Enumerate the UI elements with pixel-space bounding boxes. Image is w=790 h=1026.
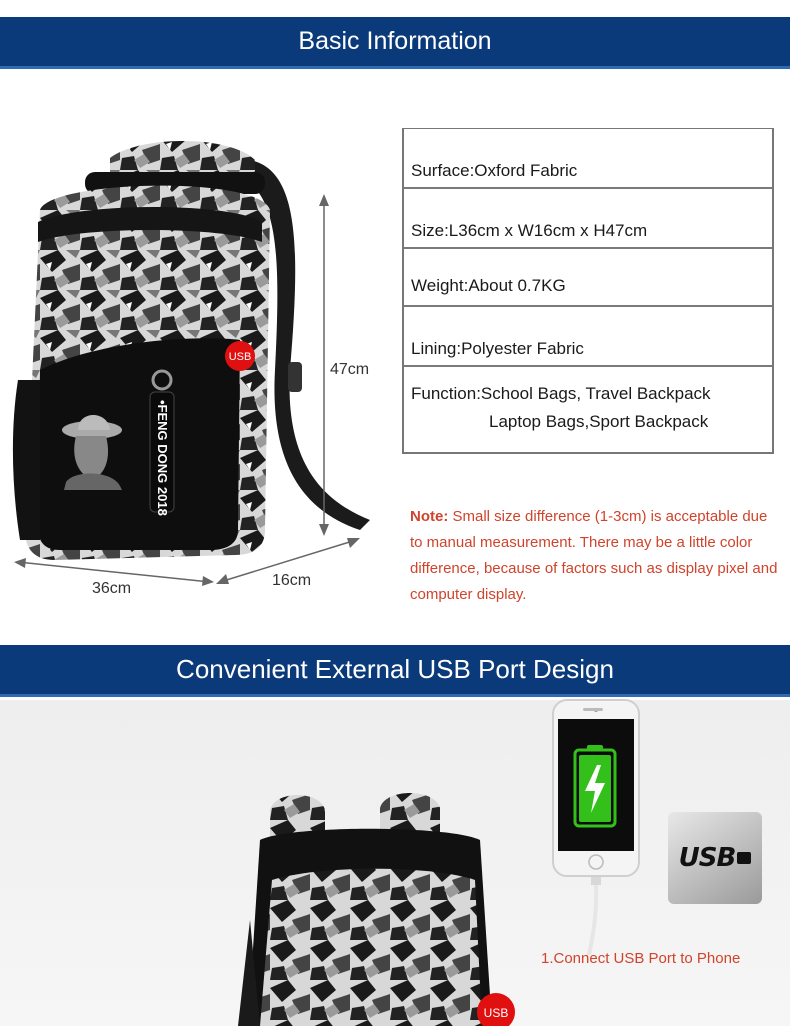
basic-info-banner <box>0 17 790 69</box>
spec-row-size <box>404 189 772 249</box>
width-dimension: 16cm <box>272 572 312 589</box>
spec-row-weight <box>404 249 772 307</box>
spec-weight: Weight:About 0.7KG <box>411 276 566 295</box>
note-text: Small size difference (1-3cm) is acceptable due to manual measurement. There may be a little color difference, because of factors such as display pixel and computer display. <box>410 508 778 603</box>
length-dimension: 36cm <box>92 580 132 597</box>
usb-logo-text: USB <box>678 843 736 873</box>
lower-usb-badge-text: USB <box>483 1006 509 1020</box>
usb-logo <box>668 812 762 904</box>
spec-row-function <box>404 367 772 453</box>
note-prefix: Note: <box>410 508 449 525</box>
spec-row-surface <box>404 129 772 189</box>
phone-charging-illustration <box>545 695 655 955</box>
usb-badge-text: USB <box>228 351 252 363</box>
spec-surface: Surface:Oxford Fabric <box>411 161 578 180</box>
brand-tag-text: •FENG DONG 2018 <box>155 400 170 516</box>
spec-size: Size:L36cm x W16cm x H47cm <box>411 221 648 240</box>
basic-info-title: Basic Information <box>298 27 492 55</box>
usb-caption: 1.Connect USB Port to Phone <box>541 950 741 967</box>
height-dimension: 47cm <box>330 361 370 378</box>
spec-lining: Lining:Polyester Fabric <box>411 339 584 358</box>
usb-banner <box>0 645 790 697</box>
usb-title: Convenient External USB Port Design <box>176 654 614 684</box>
spec-function: Function:School Bags, Travel Backpack <box>411 384 711 403</box>
spec-row-lining <box>404 307 772 367</box>
usb-plug-icon <box>737 852 751 864</box>
spec-table <box>402 128 774 454</box>
spec-function-line2: Laptop Bags,Sport Backpack <box>489 412 709 431</box>
size-note <box>410 504 780 608</box>
backpack-usb-illustration <box>230 780 530 1026</box>
